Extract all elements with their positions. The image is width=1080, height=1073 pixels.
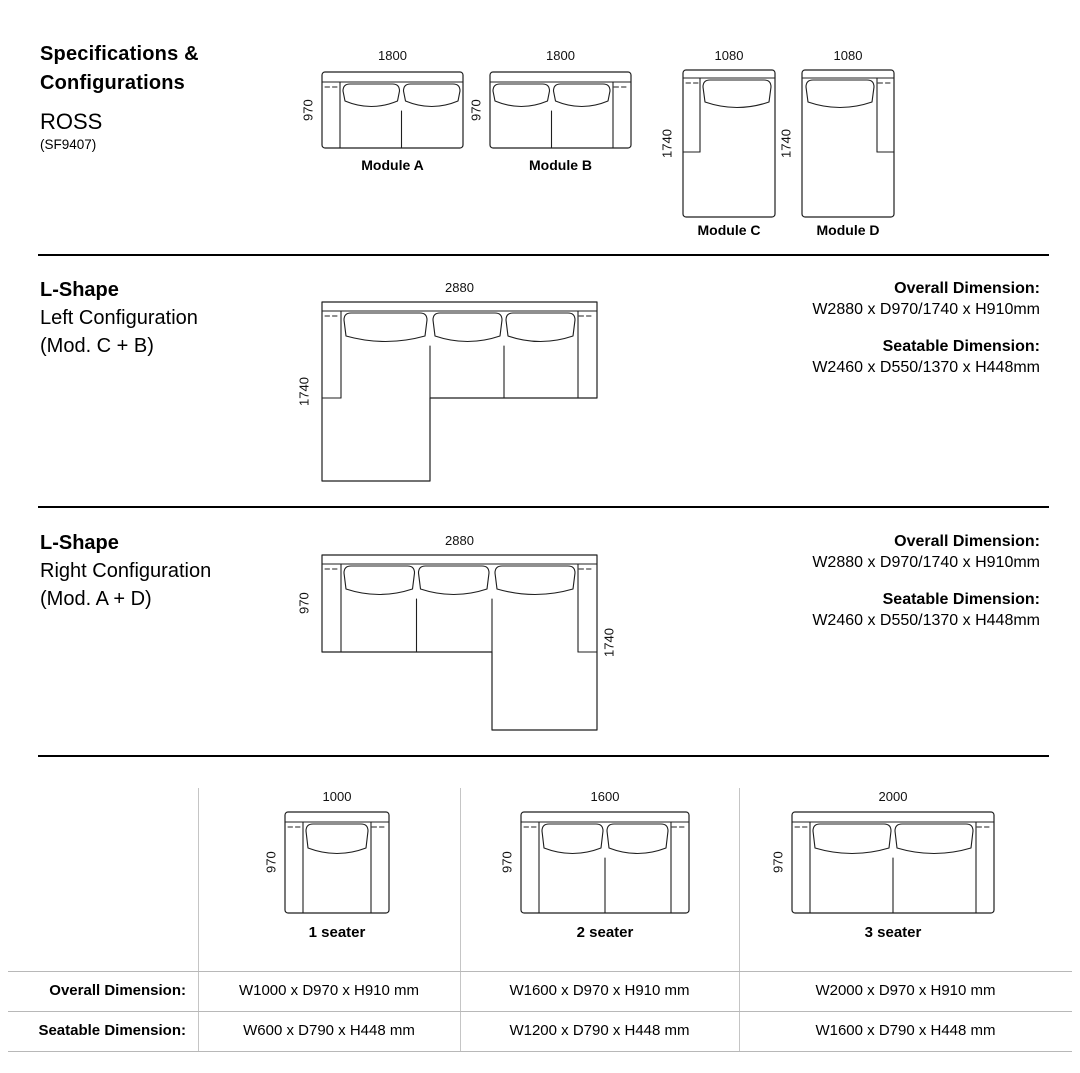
lshape-right-modules: (Mod. A + D) (40, 588, 152, 610)
overall-dimension-value: W2880 x D970/1740 x H910mm (812, 554, 1040, 571)
section-divider-3 (38, 755, 1049, 757)
lshape-right-width-dim: 2880 (445, 533, 474, 548)
module-a-label: Module A (361, 157, 424, 173)
module-c-width-dim: 1080 (714, 48, 744, 63)
module-b-diagram (488, 70, 633, 150)
table-cell: W1600 x D970 x H910 mm (509, 982, 690, 999)
seater-1-diagram (283, 810, 391, 915)
table-cell: W1600 x D790 x H448 mm (815, 1022, 996, 1039)
module-c-label: Module C (697, 222, 761, 238)
seatable-dimension-value: W2460 x D550/1370 x H448mm (812, 612, 1040, 629)
overall-dimension-value: W2880 x D970/1740 x H910mm (812, 301, 1040, 318)
seatable-dimension-label: Seatable Dimension: (882, 591, 1040, 608)
table-row-line-bottom (8, 1051, 1072, 1052)
lshape-right-depth-dim: 970 (296, 592, 312, 615)
lshape-right-chaise-dim: 1740 (601, 628, 617, 657)
page-title (40, 40, 199, 98)
table-cell: W600 x D790 x H448 mm (243, 1022, 415, 1039)
page-title-line2: Configurations (40, 72, 186, 94)
module-c-diagram (681, 68, 777, 219)
table-cell: W2000 x D970 x H910 mm (815, 982, 996, 999)
module-d-diagram (800, 68, 896, 219)
product-name: ROSS (40, 109, 103, 134)
seater-2-width-dim: 1600 (590, 789, 620, 804)
seater-3-width-dim: 2000 (878, 789, 908, 804)
module-d-label: Module D (816, 222, 880, 238)
lshape-right-dimensions (740, 531, 1040, 631)
module-a-depth-dim: 970 (300, 99, 316, 121)
lshape-left-modules: (Mod. C + B) (40, 335, 154, 357)
table-row-seatable-label: Seatable Dimension: (38, 1022, 186, 1039)
seater-2-diagram (519, 810, 691, 915)
module-c-depth-dim: 1740 (659, 129, 675, 158)
module-d-depth-dim: 1740 (778, 129, 794, 158)
lshape-right-config: Right Configuration (40, 560, 212, 582)
seater-1-width-dim: 1000 (322, 789, 352, 804)
overall-dimension-label: Overall Dimension: (894, 533, 1040, 550)
lshape-left-title (40, 276, 198, 360)
section-divider-1 (38, 254, 1049, 256)
lshape-right-name: L-Shape (40, 532, 119, 554)
seater-3-label: 3 seater (864, 924, 922, 941)
lshape-left-depth-dim: 1740 (296, 377, 312, 406)
lshape-left-config: Left Configuration (40, 307, 198, 329)
seater-1-depth-dim: 970 (263, 851, 279, 874)
table-cell: W1000 x D970 x H910 mm (238, 982, 420, 999)
product-code: (SF9407) (40, 137, 97, 152)
module-d-width-dim: 1080 (833, 48, 863, 63)
seater-3-depth-dim: 970 (770, 851, 786, 874)
lshape-right-title (40, 529, 211, 613)
seater-3-diagram (790, 810, 996, 915)
page-title-line1: Specifications & (40, 43, 199, 65)
lshape-left-width-dim: 2880 (445, 280, 474, 295)
table-row-overall-label: Overall Dimension: (49, 982, 186, 999)
lshape-left-diagram (320, 300, 599, 483)
lshape-left-name: L-Shape (40, 279, 119, 301)
lshape-left-dimensions (740, 278, 1040, 378)
seatable-dimension-value: W2460 x D550/1370 x H448mm (812, 359, 1040, 376)
section-divider-2 (38, 506, 1049, 508)
module-b-width-dim: 1800 (546, 48, 575, 63)
module-b-depth-dim: 970 (468, 99, 484, 121)
seater-2-depth-dim: 970 (499, 851, 515, 874)
module-b-label: Module B (529, 157, 592, 173)
seater-2-label: 2 seater (576, 924, 634, 941)
table-cell: W1200 x D790 x H448 mm (509, 1022, 690, 1039)
overall-dimension-label: Overall Dimension: (894, 280, 1040, 297)
seater-1-label: 1 seater (308, 924, 366, 941)
module-a-diagram (320, 70, 465, 150)
module-a-width-dim: 1800 (378, 48, 407, 63)
seatable-dimension-label: Seatable Dimension: (882, 338, 1040, 355)
lshape-right-diagram (320, 553, 599, 732)
